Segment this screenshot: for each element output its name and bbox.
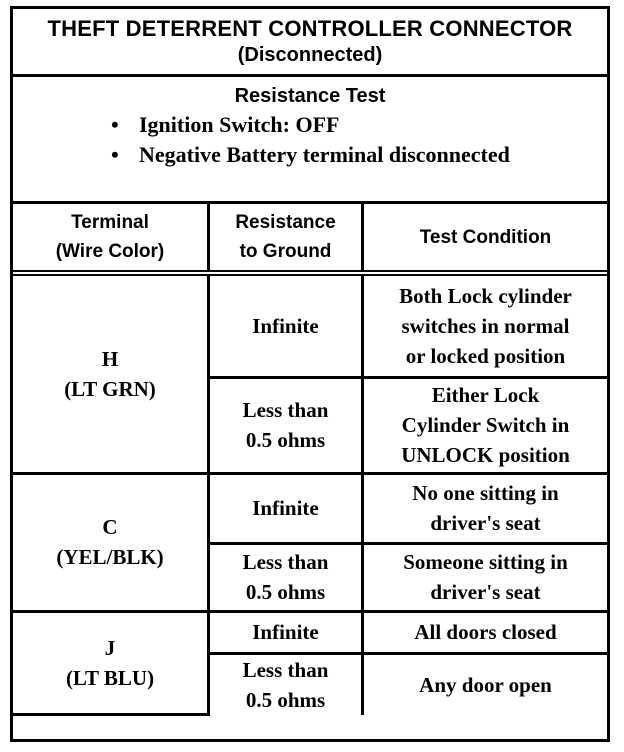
resistance-line: Infinite xyxy=(252,620,319,644)
test-conditions-box xyxy=(13,77,607,204)
condition-line: Someone sitting in xyxy=(403,550,568,574)
condition-line: driver's seat xyxy=(430,580,541,604)
resistance-line: 0.5 ohms xyxy=(245,428,326,452)
resistance-line: Less than xyxy=(242,657,329,682)
resistance-cell xyxy=(209,473,363,543)
table-row xyxy=(13,473,607,543)
resistance-cell xyxy=(209,543,363,611)
resistance-line: 0.5 ohms xyxy=(245,580,326,604)
condition-item: • Ignition Switch: OFF xyxy=(111,110,607,140)
resistance-line: Infinite xyxy=(252,313,319,338)
table-body xyxy=(13,273,607,715)
title-box xyxy=(13,9,607,77)
resistance-line: Less than xyxy=(242,550,329,574)
test-heading: Resistance Test xyxy=(234,85,386,107)
header-resistance xyxy=(209,204,363,273)
page-title: THEFT DETERRENT CONTROLLER CONNECTOR xyxy=(47,16,573,41)
wire-color: (YEL/BLK) xyxy=(56,545,164,569)
resistance-cell xyxy=(209,653,363,715)
connector-test-table xyxy=(10,6,610,742)
condition-line: Cylinder Switch in xyxy=(401,413,570,437)
table-row xyxy=(13,611,607,653)
table-row xyxy=(13,273,607,377)
terminal-cell xyxy=(13,473,209,611)
condition-line: switches in normal xyxy=(401,313,570,338)
condition-line: or locked position xyxy=(405,343,566,368)
condition-cell xyxy=(363,473,608,543)
resistance-cell xyxy=(209,611,363,653)
resistance-line: Infinite xyxy=(252,496,319,520)
header-terminal-line: Terminal xyxy=(71,212,149,233)
page-subtitle: (Disconnected) xyxy=(237,44,383,66)
resistance-cell xyxy=(209,377,363,473)
condition-list xyxy=(111,110,607,170)
header-resistance-line: to Ground xyxy=(239,241,332,262)
resistance-line: 0.5 ohms xyxy=(245,687,326,712)
condition-cell xyxy=(363,273,608,377)
terminal-id: J xyxy=(104,635,116,660)
header-terminal xyxy=(13,204,209,273)
terminal-id: C xyxy=(102,515,118,539)
condition-cell xyxy=(363,543,608,611)
condition-cell xyxy=(363,611,608,653)
terminal-cell xyxy=(13,273,209,473)
condition-line: driver's seat xyxy=(430,511,541,535)
resistance-line: Less than xyxy=(242,398,329,422)
header-condition: Test Condition xyxy=(363,204,608,273)
wire-color: (LT BLU) xyxy=(65,665,155,690)
condition-cell xyxy=(363,377,608,473)
terminal-cell xyxy=(13,611,209,715)
condition-line: Both Lock cylinder xyxy=(399,283,572,308)
condition-line: UNLOCK position xyxy=(401,443,570,467)
condition-item: • Negative Battery terminal disconnected xyxy=(111,140,607,170)
condition-line: Any door open xyxy=(419,672,552,697)
terminal-id: H xyxy=(101,346,119,371)
results-table xyxy=(13,204,607,716)
header-resistance-line: Resistance xyxy=(235,212,336,233)
condition-line: All doors closed xyxy=(414,620,557,644)
resistance-cell xyxy=(209,273,363,377)
header-terminal-line: (Wire Color) xyxy=(55,241,165,262)
header-row xyxy=(13,204,607,273)
condition-line: Either Lock xyxy=(431,383,540,407)
condition-line: No one sitting in xyxy=(412,481,559,505)
condition-cell xyxy=(363,653,608,715)
wire-color: (LT GRN) xyxy=(64,376,156,401)
